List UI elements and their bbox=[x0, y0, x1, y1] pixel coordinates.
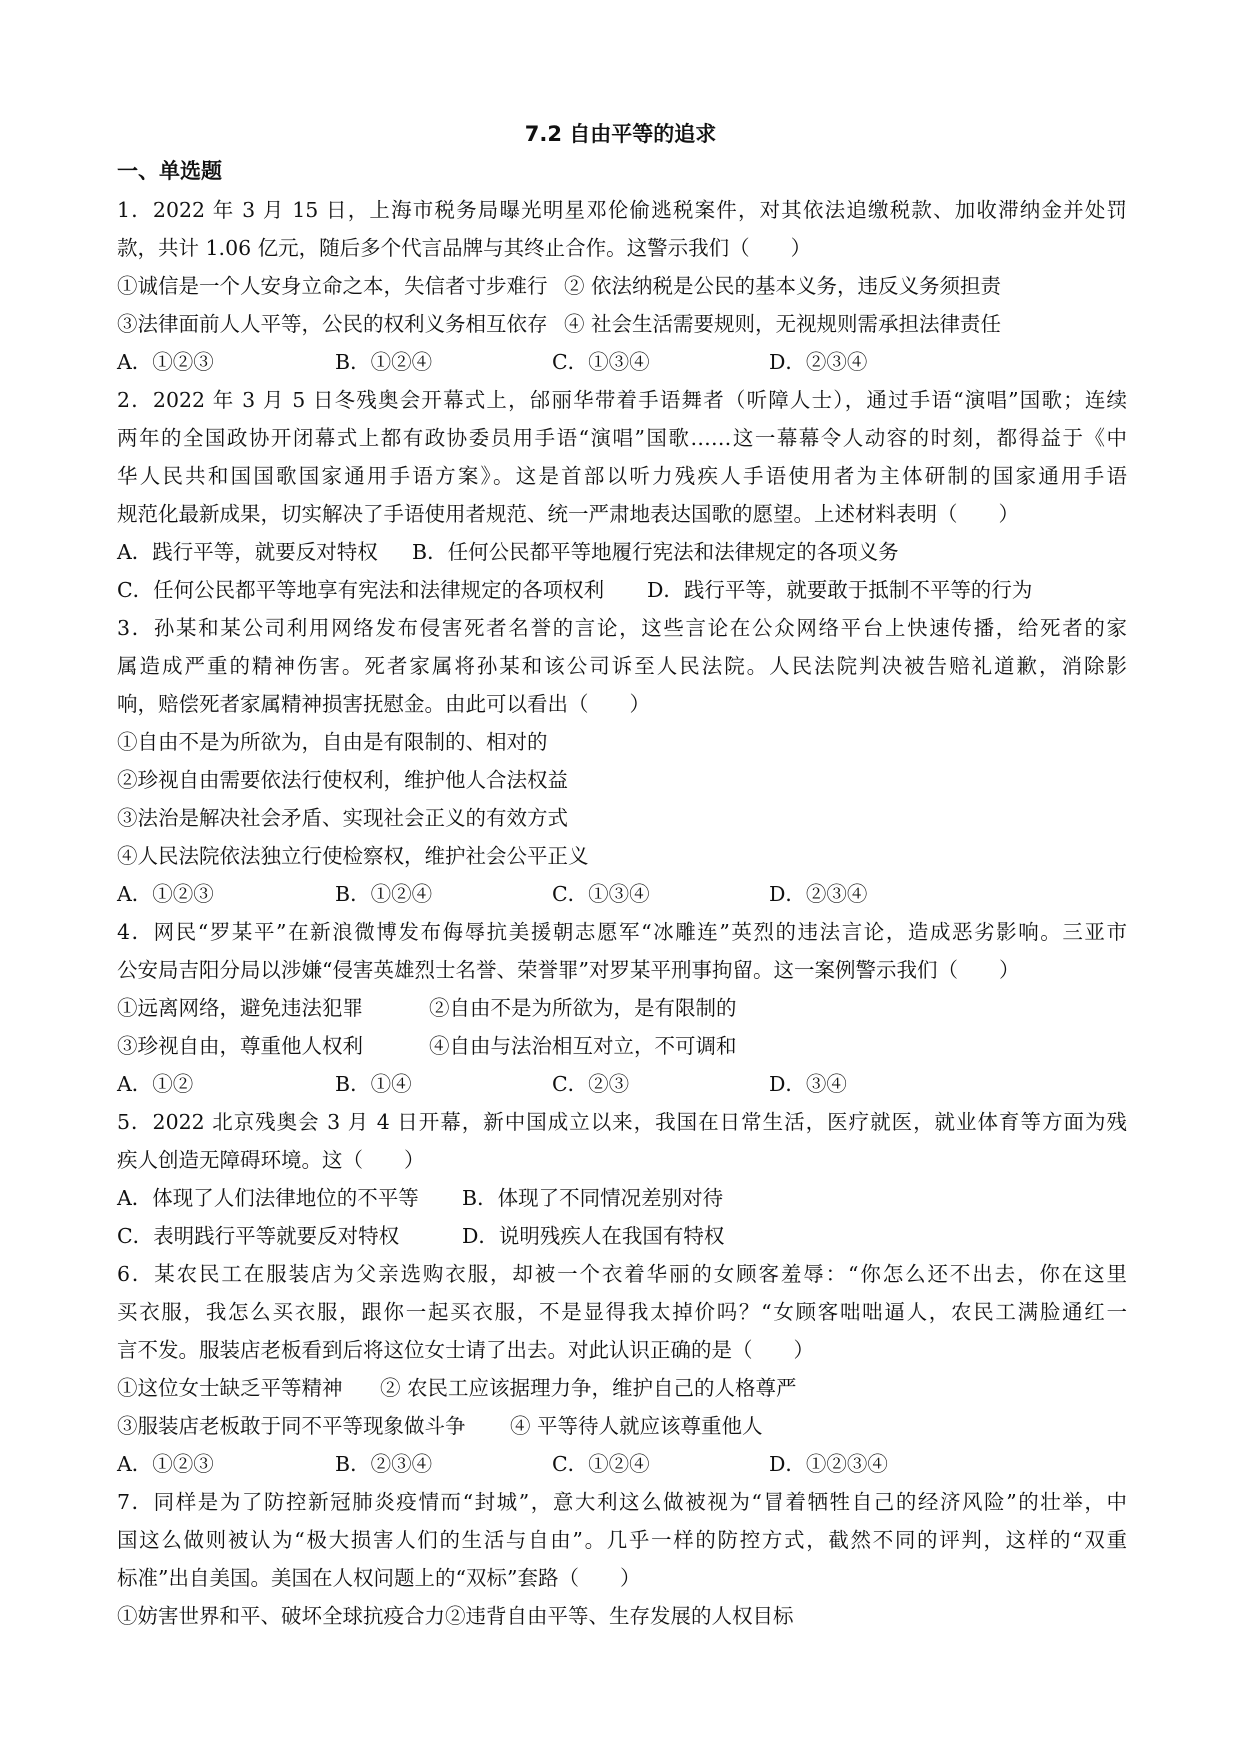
question-text-line: 买衣服，我怎么买衣服，跟你一起买衣服，不是显得我太掉价吗？“女顾客咄咄逼人，农民工满脸通红一 bbox=[117, 1300, 1127, 1324]
statement: ③法治是解决社会矛盾、实现社会正义的有效方式 bbox=[117, 806, 568, 830]
statement: ①这位女士缺乏平等精神 bbox=[117, 1376, 343, 1400]
statement: ①自由不是为所欲为，自由是有限制的、相对的 bbox=[117, 730, 548, 754]
statement: ④ 社会生活需要规则，无视规则需承担法律责任 bbox=[564, 312, 1002, 336]
option-d[interactable]: D．②③④ bbox=[769, 350, 868, 374]
question-text-line: 言不发。服装店老板看到后将这位女士请了出去。对此认识正确的是（ ） bbox=[117, 1338, 814, 1362]
statement: ④人民法院依法独立行使检察权，维护社会公平正义 bbox=[117, 844, 589, 868]
answer-options bbox=[117, 1065, 1127, 1103]
statement: ①诚信是一个人安身立命之本，失信者寸步难行 bbox=[117, 274, 548, 298]
question-text-line: 5．2022 北京残奥会 3 月 4 日开幕，新中国成立以来，我国在日常生活，医疗就医，就业体育等方面为残 bbox=[117, 1110, 1127, 1134]
option-b[interactable]: B．①②④ bbox=[335, 350, 433, 374]
question-text-line: 响，赔偿死者家属精神损害抚慰金。由此可以看出（ ） bbox=[117, 692, 650, 716]
question-1 bbox=[117, 191, 1127, 381]
option-b[interactable]: B．①④ bbox=[335, 1072, 412, 1096]
option-c[interactable]: C．表明践行平等就要反对特权 bbox=[117, 1224, 400, 1248]
option-d[interactable]: D．③④ bbox=[769, 1072, 847, 1096]
option-c[interactable]: C．①③④ bbox=[552, 882, 650, 906]
question-5 bbox=[117, 1103, 1127, 1255]
answer-options bbox=[117, 533, 1127, 571]
question-2 bbox=[117, 381, 1127, 609]
answer-options bbox=[117, 571, 1127, 609]
answer-options bbox=[117, 343, 1127, 381]
option-d[interactable]: D．践行平等，就要敢于抵制不平等的行为 bbox=[647, 578, 1033, 602]
section-heading: 一、单选题 bbox=[117, 159, 222, 183]
statement: ③服装店老板敢于同不平等现象做斗争 bbox=[117, 1414, 466, 1438]
answer-options bbox=[117, 1445, 1127, 1483]
option-c[interactable]: C．任何公民都平等地享有宪法和法律规定的各项权利 bbox=[117, 578, 605, 602]
statement: ③珍视自由，尊重他人权利 bbox=[117, 1034, 363, 1058]
option-c[interactable]: C．①③④ bbox=[552, 350, 650, 374]
answer-options bbox=[117, 1217, 1127, 1255]
option-c[interactable]: C．②③ bbox=[552, 1072, 630, 1096]
statement: ②珍视自由需要依法行使权利，维护他人合法权益 bbox=[117, 768, 568, 792]
question-4 bbox=[117, 913, 1127, 1103]
question-6 bbox=[117, 1255, 1127, 1483]
option-d[interactable]: D．说明残疾人在我国有特权 bbox=[462, 1224, 725, 1248]
question-text-line: 疾人创造无障碍环境。这（ ） bbox=[117, 1148, 425, 1172]
option-b[interactable]: B．任何公民都平等地履行宪法和法律规定的各项义务 bbox=[412, 540, 899, 564]
question-text-line: 2．2022 年 3 月 5 日冬残奥会开幕式上，邰丽华带着手语舞者（听障人士），通过手语“演唱”国歌；连续 bbox=[117, 388, 1127, 412]
statement: ② 依法纳税是公民的基本义务，违反义务须担责 bbox=[564, 274, 1002, 298]
document-title: 7.2 自由平等的追求 bbox=[524, 122, 717, 146]
option-a[interactable]: A．践行平等，就要反对特权 bbox=[117, 540, 378, 564]
statement-row bbox=[117, 1369, 1127, 1407]
answer-options bbox=[117, 875, 1127, 913]
option-b[interactable]: B．体现了不同情况差别对待 bbox=[462, 1186, 724, 1210]
answer-options bbox=[117, 1179, 1127, 1217]
statement-row bbox=[117, 267, 1127, 305]
statement: ②自由不是为所欲为，是有限制的 bbox=[429, 996, 737, 1020]
question-list bbox=[117, 191, 1127, 1635]
question-text-line: 规范化最新成果，切实解决了手语使用者规范、统一严肃地表达国歌的愿望。上述材料表明（ ） bbox=[117, 502, 1019, 526]
question-text-line: 6．某农民工在服装店为父亲选购衣服，却被一个衣着华丽的女顾客羞辱：“你怎么还不出去，你在这里 bbox=[117, 1262, 1127, 1286]
question-text-line: 3．孙某和某公司利用网络发布侵害死者名誉的言论，这些言论在公众网络平台上快速传播，给死者的家 bbox=[117, 616, 1127, 640]
question-text-line: 4．网民“罗某平”在新浪微博发布侮辱抗美援朝志愿军“冰雕连”英烈的违法言论，造成恶劣影响。三亚市 bbox=[117, 920, 1127, 944]
question-3 bbox=[117, 609, 1127, 913]
question-text-line: 属造成严重的精神伤害。死者家属将孙某和该公司诉至人民法院。人民法院判决被告赔礼道歉，消除影 bbox=[117, 654, 1127, 678]
option-a[interactable]: A．①② bbox=[117, 1072, 194, 1096]
statement-row bbox=[117, 989, 1127, 1027]
option-a[interactable]: A．①②③ bbox=[117, 1452, 214, 1476]
statement: ② 农民工应该据理力争，维护自己的人格尊严 bbox=[380, 1376, 797, 1400]
question-text-line: 1．2022 年 3 月 15 日，上海市税务局曝光明星邓伦偷逃税案件，对其依法追缴税款、加收滞纳金并处罚 bbox=[117, 198, 1127, 222]
statement: ④ 平等待人就应该尊重他人 bbox=[510, 1414, 763, 1438]
option-b[interactable]: B．②③④ bbox=[335, 1452, 433, 1476]
question-text-line: 7．同样是为了防控新冠肺炎疫情而“封城”，意大利这么做被视为“冒着牺牲自己的经济风险”的壮举，中 bbox=[117, 1490, 1127, 1514]
statement-row bbox=[117, 1027, 1127, 1065]
question-text-line: 款，共计 1.06 亿元，随后多个代言品牌与其终止合作。这警示我们（ ） bbox=[117, 236, 812, 260]
question-text-line: 两年的全国政协开闭幕式上都有政协委员用手语“演唱”国歌……这一幕幕令人动容的时刻，都得益于《中 bbox=[117, 426, 1127, 450]
question-text-line: 国这么做则被认为“极大损害人们的生活与自由”。几乎一样的防控方式，截然不同的评判，这样的“双重 bbox=[117, 1528, 1127, 1552]
option-a[interactable]: A．体现了人们法律地位的不平等 bbox=[117, 1186, 419, 1210]
option-c[interactable]: C．①②④ bbox=[552, 1452, 650, 1476]
statement: ①远离网络，避免违法犯罪 bbox=[117, 996, 363, 1020]
option-a[interactable]: A．①②③ bbox=[117, 882, 214, 906]
option-a[interactable]: A．①②③ bbox=[117, 350, 214, 374]
option-b[interactable]: B．①②④ bbox=[335, 882, 433, 906]
option-d[interactable]: D．②③④ bbox=[769, 882, 868, 906]
question-text-line: 标准”出自美国。美国在人权问题上的“双标”套路（ ） bbox=[117, 1566, 641, 1590]
statement-row bbox=[117, 305, 1127, 343]
question-text-line: 华人民共和国国歌国家通用手语方案》。这是首部以听力残疾人手语使用者为主体研制的国家通用手语 bbox=[117, 464, 1127, 488]
statement: ①妨害世界和平、破坏全球抗疫合力②违背自由平等、生存发展的人权目标 bbox=[117, 1604, 794, 1628]
question-7 bbox=[117, 1483, 1127, 1635]
statement-row bbox=[117, 1407, 1127, 1445]
statement: ③法律面前人人平等，公民的权利义务相互依存 bbox=[117, 312, 548, 336]
option-d[interactable]: D．①②③④ bbox=[769, 1452, 888, 1476]
question-text-line: 公安局吉阳分局以涉嫌“侵害英雄烈士名誉、荣誉罪”对罗某平刑事拘留。这一案例警示我们（ ） bbox=[117, 958, 1020, 982]
statement: ④自由与法治相互对立，不可调和 bbox=[429, 1034, 737, 1058]
